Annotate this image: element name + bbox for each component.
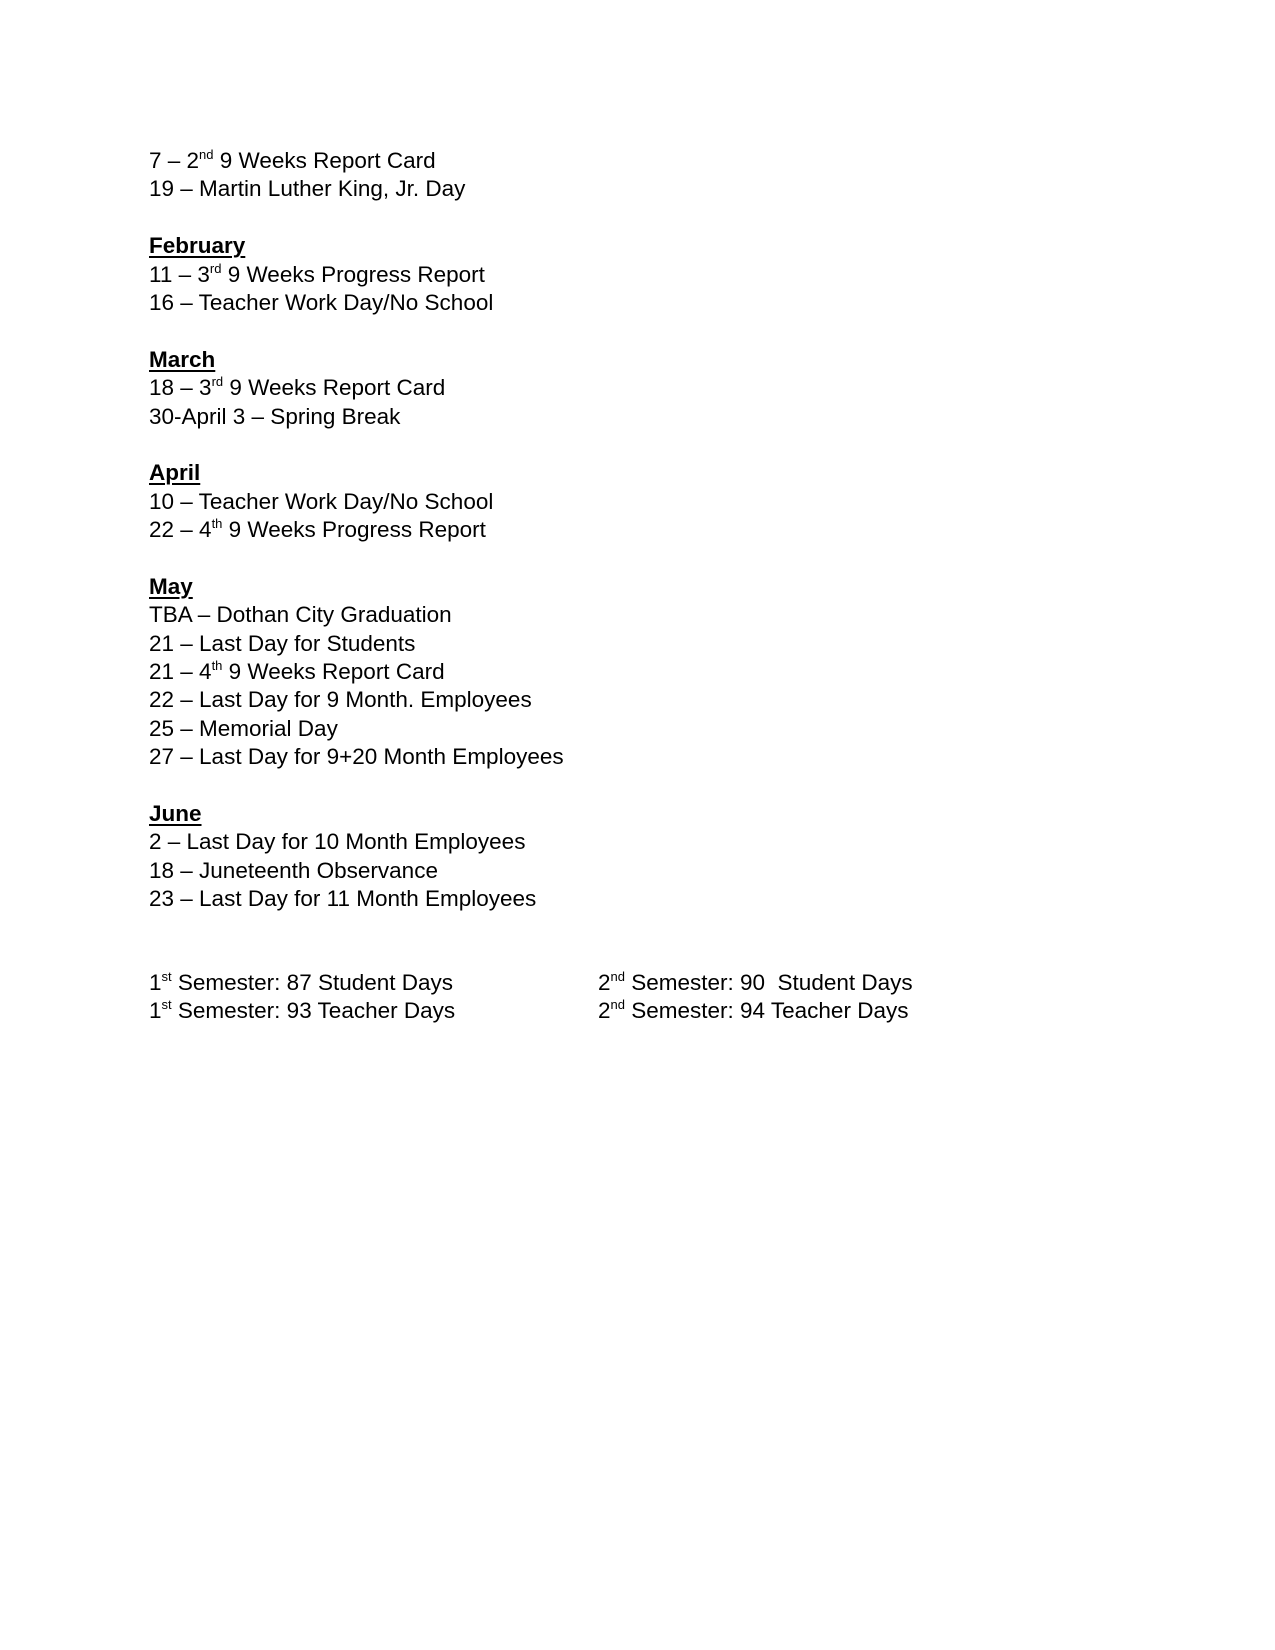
event-line: TBA – Dothan City Graduation <box>149 602 452 628</box>
section-january <box>149 147 1149 204</box>
second-semester-student-days: 2nd Semester: 90 Student Days <box>598 969 913 995</box>
event-line: 18 – 3rd 9 Weeks Report Card <box>149 374 446 401</box>
event-line: 19 – Martin Luther King, Jr. Day <box>149 176 466 202</box>
first-semester-teacher-days: 1st Semester: 93 Teacher Days <box>149 997 456 1024</box>
second-semester-teacher-days: 2nd Semester: 94 Teacher Days <box>598 997 909 1024</box>
event-line: 30-April 3 – Spring Break <box>149 403 401 429</box>
event-line: 7 – 2nd 9 Weeks Report Card <box>149 147 436 173</box>
month-heading: April <box>149 460 201 486</box>
month-heading: June <box>149 800 202 826</box>
event-line: 2 – Last Day for 10 Month Employees <box>149 829 526 855</box>
section-april <box>149 459 1149 544</box>
event-line: 22 – 4th 9 Weeks Progress Report <box>149 516 486 543</box>
month-heading: May <box>149 573 193 599</box>
first-semester-student-days: 1st Semester: 87 Student Days <box>149 969 454 995</box>
event-line: 11 – 3rd 9 Weeks Progress Report <box>149 260 485 287</box>
event-line: 10 – Teacher Work Day/No School <box>149 488 494 514</box>
section-march <box>149 346 1149 431</box>
month-heading: February <box>149 233 246 259</box>
calendar-list <box>149 147 1149 914</box>
section-may <box>149 573 1149 772</box>
event-line: 21 – Last Day for Students <box>149 630 416 656</box>
event-line: 25 – Memorial Day <box>149 715 338 741</box>
event-line: 23 – Last Day for 11 Month Employees <box>149 886 537 912</box>
event-line: 22 – Last Day for 9 Month. Employees <box>149 687 532 713</box>
event-line: 21 – 4th 9 Weeks Report Card <box>149 658 445 685</box>
event-line: 18 – Juneteenth Observance <box>149 857 438 883</box>
section-february <box>149 232 1149 317</box>
event-line: 27 – Last Day for 9+20 Month Employees <box>149 744 564 770</box>
event-line: 16 – Teacher Work Day/No School <box>149 289 494 315</box>
month-heading: March <box>149 346 216 372</box>
section-june <box>149 800 1149 914</box>
